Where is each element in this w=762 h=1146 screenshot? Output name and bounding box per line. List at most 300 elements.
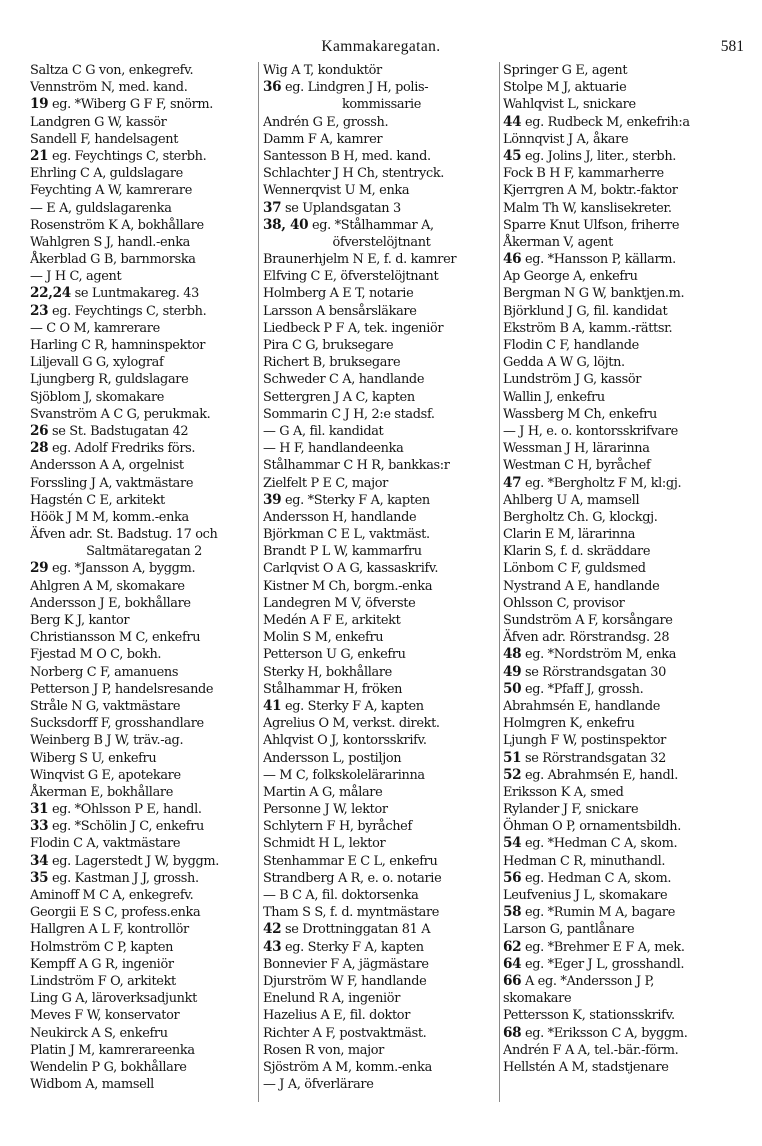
entry-text: Hallgren A L F, kontrollör [30, 922, 189, 938]
entry-text: Aminoff M C A, enkegrefv. [30, 888, 194, 903]
house-number: 58 [503, 904, 522, 921]
entry-text: Wessman J H, lärarinna [503, 441, 650, 457]
entry-text: eg. *Rumin M A, bagare [521, 905, 676, 921]
directory-entry [263, 354, 500, 371]
directory-entry [503, 595, 747, 612]
entry-text: eg. Lagerstedt J W, byggm. [48, 853, 219, 869]
entry-text: Åkerman E, bokhållare [30, 784, 174, 800]
directory-entry [263, 303, 500, 320]
directory-entry [263, 1025, 500, 1042]
entry-text: Leufvenius J L, skomakare [503, 888, 668, 903]
directory-entry [30, 303, 258, 320]
directory-entry [30, 268, 258, 285]
directory-entry [503, 715, 747, 732]
entry-text: Björklund J G, fil. kandidat [503, 303, 668, 319]
entry-text: Abrahmsén E, handlande [503, 698, 661, 714]
entry-text: eg. Abrahmsén E, handl. [521, 767, 678, 783]
entry-text: Ohlsson C, provisor [503, 595, 625, 611]
entry-text: Christiansson M C, enkefru [30, 630, 201, 646]
directory-entry [503, 320, 747, 337]
directory-entry [503, 423, 747, 440]
directory-entry [30, 182, 258, 199]
directory-entry [30, 251, 258, 268]
entry-text: eg. *Nordström M, enka [521, 647, 677, 663]
directory-entry [30, 664, 258, 681]
entry-text: Flodin C A, vaktmästare [30, 836, 181, 852]
directory-entry [263, 904, 500, 921]
directory-entry [30, 200, 258, 217]
directory-entry [30, 732, 258, 749]
entry-text: Molin S M, enkefru [263, 630, 384, 646]
directory-entry [503, 285, 747, 302]
directory-entry [263, 423, 500, 440]
directory-entry [30, 904, 258, 921]
directory-entry [30, 354, 258, 371]
directory-entry [503, 939, 747, 956]
running-head [0, 0, 762, 60]
entry-text: Vennström N, med. kand. [30, 80, 188, 96]
directory-entry [503, 853, 747, 870]
directory-entry [30, 973, 258, 990]
directory-entry [263, 715, 500, 732]
directory-entry [30, 406, 258, 423]
directory-entry [30, 853, 258, 870]
directory-entry [503, 543, 747, 560]
directory-entry [503, 251, 747, 268]
house-number: 50 [503, 680, 522, 697]
house-number: 64 [503, 955, 522, 972]
entry-text: Westman C H, byråchef [503, 458, 651, 474]
entry-text: Sandell F, handelsagent [30, 131, 179, 147]
entry-text: Settergren J A C, kapten [263, 389, 415, 405]
directory-entry [503, 96, 747, 113]
entry-text: — H F, handlandeenka [263, 441, 404, 457]
directory-entry [263, 939, 500, 956]
directory-entry [503, 560, 747, 577]
entry-text: Lundström J G, kassör [503, 372, 642, 388]
entry-text: Springer G E, agent [503, 63, 628, 78]
entry-text: eg. *Pfaff J, grossh. [521, 681, 644, 697]
entry-text: se Rörstrandsgatan 32 [521, 750, 667, 766]
directory-entry [30, 990, 258, 1007]
entry-text: Fjestad M O C, bokh. [30, 647, 162, 663]
entry-text: Höök J M M, komm.-enka [30, 509, 189, 525]
entry-text: Öhman O P, ornamentsbildh. [503, 819, 682, 835]
directory-entry [263, 612, 500, 629]
entry-text: Andersson A A, orgelnist [30, 458, 184, 474]
entry-text: eg. *Hansson P, källarm. [521, 252, 676, 268]
directory-entry [263, 131, 500, 148]
entry-text: Andersson J E, bokhållare [30, 595, 191, 611]
entry-text: eg. *Stålhammar A, [308, 217, 434, 233]
directory-entry [30, 595, 258, 612]
directory-entry [30, 715, 258, 732]
directory-entry [263, 646, 500, 663]
directory-entry [30, 320, 258, 337]
entry-text: Richert B, bruksegare [263, 355, 401, 371]
entry-text: Holmberg A E T, notarie [263, 286, 414, 302]
entry-text: Stråle N G, vaktmästare [30, 698, 181, 714]
directory-entry [30, 475, 258, 492]
entry-text: Ljungberg R, guldslagare [30, 372, 189, 388]
directory-entry [263, 406, 500, 423]
entry-text: Wennerqvist U M, enka [263, 183, 410, 199]
house-number: 54 [503, 835, 522, 852]
directory-entry [263, 595, 500, 612]
house-number: 46 [503, 251, 522, 268]
directory-entry [503, 750, 747, 767]
entry-text: se Uplandsgatan 3 [281, 200, 401, 216]
entry-text: Stålhammar H, fröken [263, 681, 403, 697]
house-number: 23 [30, 302, 49, 319]
directory-entry [503, 818, 747, 835]
directory-entry [263, 337, 500, 354]
directory-entry [263, 956, 500, 973]
directory-entry [263, 784, 500, 801]
entry-text: Georgii E S C, profess.enka [30, 905, 201, 921]
directory-entry [30, 62, 258, 79]
directory-entry [263, 801, 500, 818]
entry-text: Ahlqvist O J, kontorsskrifv. [263, 733, 427, 749]
directory-entry [263, 62, 500, 79]
directory-entry [263, 921, 500, 938]
directory-entry [263, 973, 500, 990]
directory-entry [503, 664, 747, 681]
directory-entry [263, 835, 500, 852]
directory-entry [263, 475, 500, 492]
entry-text: Neukirck A S, enkefru [30, 1025, 168, 1041]
entry-text: Gedda A W G, löjtn. [503, 355, 625, 371]
entry-text: se Luntmakareg. 43 [70, 286, 200, 302]
page-number: 581 [720, 38, 744, 55]
column-2 [263, 62, 500, 1146]
directory-entry [263, 182, 500, 199]
directory-entry [263, 560, 500, 577]
entry-text: Petterson U G, enkefru [263, 647, 406, 663]
entry-text: Platin J M, kamrerareenka [30, 1042, 195, 1058]
directory-entry [30, 560, 258, 577]
entry-text: Hedman C R, minuthandl. [503, 853, 666, 869]
directory-entry [30, 114, 258, 131]
entry-text: Ekström B A, kamm.-rättsr. [503, 320, 673, 336]
column-divider [499, 62, 500, 1102]
directory-entry [503, 887, 747, 904]
entry-text: Äfven adr. Rörstrandsg. 28 [503, 630, 670, 646]
entry-text: Larson G, pantlånare [503, 922, 635, 938]
directory-entry [503, 732, 747, 749]
entry-text: Damm F A, kamrer [263, 131, 383, 147]
entry-text: eg. Sterky F A, kapten [281, 939, 424, 955]
directory-entry [263, 440, 500, 457]
directory-entry [263, 371, 500, 388]
directory-entry [263, 285, 500, 302]
house-number: 56 [503, 869, 522, 886]
entry-text: — C O M, kamrerare [30, 320, 160, 336]
entry-text: eg. *Brehmer E F A, mek. [521, 939, 685, 955]
entry-text: Pira C G, bruksegare [263, 338, 394, 353]
directory-entry [263, 629, 500, 646]
directory-entry [30, 543, 258, 560]
entry-text: eg. Kastman J J, grossh. [48, 870, 199, 886]
directory-entry [263, 457, 500, 474]
house-number: 21 [30, 147, 49, 164]
entry-text: Clarin E M, lärarinna [503, 527, 636, 543]
directory-entry [30, 767, 258, 784]
entry-text: Holmgren K, enkefru [503, 716, 635, 732]
entry-text: — E A, guldslagarenka [30, 200, 172, 216]
directory-entry [30, 1042, 258, 1059]
directory-entry [503, 1042, 747, 1059]
entry-text: eg. Jolins J, liter., sterbh. [521, 148, 677, 164]
entry-text: Hazelius A E, fil. doktor [263, 1008, 411, 1024]
directory-entry [503, 406, 747, 423]
directory-entry [30, 612, 258, 629]
directory-entry [263, 96, 500, 113]
directory-entry [263, 251, 500, 268]
directory-entry [30, 1007, 258, 1024]
directory-entry [30, 148, 258, 165]
entry-text: Strandberg A R, e. o. notarie [263, 870, 442, 886]
directory-entry [30, 285, 258, 302]
entry-text: Hagstén C E, arkitekt [30, 492, 165, 508]
house-number: 47 [503, 474, 522, 491]
entry-text: Kistner M Ch, borgm.-enka [263, 578, 433, 594]
directory-entry [263, 320, 500, 337]
entry-text: Hellstén A M, stadstjenare [503, 1059, 669, 1075]
entry-text: Sundström A F, korsångare [503, 613, 673, 628]
entry-text: Richter A F, postvaktmäst. [263, 1025, 427, 1041]
entry-text: Eriksson K A, smed [503, 784, 624, 800]
directory-entry [263, 114, 500, 131]
directory-entry [263, 492, 500, 509]
directory-entry [503, 784, 747, 801]
directory-entry [263, 750, 500, 767]
entry-text: eg. *Jansson A, byggm. [48, 561, 196, 577]
house-number: 38, 40 [263, 216, 309, 233]
entry-text: — J H, e. o. kontorsskrifvare [503, 423, 678, 439]
directory-entry [263, 148, 500, 165]
directory-entry [30, 526, 258, 543]
directory-entry [263, 389, 500, 406]
house-number: 29 [30, 560, 49, 577]
entry-text: Stolpe M J, aktuarie [503, 80, 627, 96]
entry-text: Wahlqvist L, snickare [503, 97, 636, 113]
directory-entry [503, 1025, 747, 1042]
entry-text: Ap George A, enkefru [503, 269, 638, 285]
entry-text: Ahlgren A M, skomakare [30, 578, 185, 594]
house-number: 51 [503, 749, 522, 766]
directory-entry [30, 79, 258, 96]
entry-text: Harling C R, hamninspektor [30, 338, 206, 353]
directory-entry [30, 96, 258, 113]
entry-text: — G A, fil. kandidat [263, 423, 384, 439]
entry-text: Santesson B H, med. kand. [263, 148, 431, 164]
entry-text: Svanström A C G, perukmak. [30, 406, 211, 422]
entry-text: Andrén G E, grossh. [263, 114, 389, 130]
entry-text: A eg. *Andersson J P, [521, 973, 655, 989]
directory-entry [30, 165, 258, 182]
directory-entry [30, 423, 258, 440]
directory-entry [263, 1007, 500, 1024]
entry-text: Meves F W, konservator [30, 1008, 180, 1024]
entry-text: Rosenström K A, bokhållare [30, 217, 204, 233]
directory-entry [503, 646, 747, 663]
entry-text: — J H C, agent [30, 269, 122, 285]
directory-entry [263, 79, 500, 96]
directory-entry [263, 543, 500, 560]
entry-text: öfverstelöjtnant [332, 234, 431, 250]
directory-entry [30, 1025, 258, 1042]
entry-text: Kjerrgren A M, boktr.-faktor [503, 183, 678, 199]
directory-entry [503, 337, 747, 354]
directory-entry [30, 646, 258, 663]
entry-text: Rylander J F, snickare [503, 802, 639, 818]
house-number: 49 [503, 663, 522, 680]
entry-text: Sjöblom J, skomakare [30, 389, 165, 405]
directory-entry [503, 371, 747, 388]
house-number: 39 [263, 491, 282, 508]
house-number: 28 [30, 440, 49, 457]
directory-entry [263, 1076, 500, 1093]
entry-text: Feychting A W, kamrerare [30, 183, 192, 199]
directory-entry [503, 526, 747, 543]
directory-entry [30, 887, 258, 904]
directory-entry [263, 1042, 500, 1059]
directory-entry [263, 698, 500, 715]
entry-text: Sjöström A M, komm.-enka [263, 1059, 432, 1075]
entry-text: Ling G A, läroverksadjunkt [30, 991, 197, 1007]
directory-entry [30, 371, 258, 388]
entry-text: Schweder C A, handlande [263, 372, 425, 388]
directory-entry [503, 956, 747, 973]
entry-text: eg. *Eger J L, grosshandl. [521, 956, 685, 972]
directory-entry [30, 956, 258, 973]
entry-text: se St. Badstugatan 42 [48, 423, 189, 439]
entry-text: Lönbom C F, guldsmed [503, 561, 646, 577]
directory-entry [30, 818, 258, 835]
directory-entry [503, 475, 747, 492]
entry-text: eg. Sterky F A, kapten [281, 698, 424, 714]
entry-text: Wiberg S U, enkefru [30, 750, 157, 766]
entry-text: Bergman N G W, banktjen.m. [503, 286, 685, 302]
house-number: 44 [503, 113, 522, 130]
entry-text: Äfven adr. St. Badstug. 17 och [30, 527, 218, 543]
entry-text: Andrén F A A, tel.-bär.-förm. [503, 1042, 679, 1058]
directory-entry [503, 492, 747, 509]
entry-text: se Drottninggatan 81 A [281, 922, 431, 938]
directory-entry [503, 114, 747, 131]
entry-text: Lönnqvist J A, åkare [503, 131, 629, 147]
directory-entry [30, 681, 258, 698]
directory-entry [503, 1059, 747, 1076]
directory-entry [503, 698, 747, 715]
entry-text: eg. Feychtings C, sterbh. [48, 303, 207, 319]
directory-entry [503, 612, 747, 629]
directory-entry [30, 1076, 258, 1093]
entry-text: skomakare [503, 991, 572, 1007]
entry-text: Wahlgren S J, handl.-enka [30, 234, 191, 250]
directory-entry [503, 62, 747, 79]
entry-text: Ahlberg U A, mamsell [503, 492, 640, 508]
directory-entry [30, 509, 258, 526]
directory-entry [30, 578, 258, 595]
directory-entry [263, 509, 500, 526]
directory-entry [30, 131, 258, 148]
entry-text: Medén A F E, arkitekt [263, 613, 401, 628]
house-number: 35 [30, 869, 49, 886]
entry-text: eg. *Eriksson C A, byggm. [521, 1025, 688, 1041]
directory-entry [30, 337, 258, 354]
entry-text: Åkerblad G B, barnmorska [30, 252, 196, 268]
entry-text: Schmidt H L, lektor [263, 836, 386, 852]
directory-entry [30, 492, 258, 509]
directory-entry [263, 1059, 500, 1076]
entry-text: eg. *Sterky F A, kapten [281, 492, 430, 508]
directory-entry [503, 440, 747, 457]
directory-entry [263, 887, 500, 904]
entry-text: Schlachter J H Ch, stentryck. [263, 166, 445, 182]
entry-text: Andersson L, postiljon [263, 750, 402, 766]
house-number: 42 [263, 921, 282, 938]
entry-text: eg. *Ohlsson P E, handl. [48, 802, 202, 818]
directory-entry [30, 389, 258, 406]
entry-text: eg. Lindgren J H, polis- [281, 80, 429, 96]
entry-text: Wendelin P G, bokhållare [30, 1059, 187, 1075]
entry-text: Lindström F O, arkitekt [30, 973, 176, 989]
entry-text: Andersson H, handlande [263, 509, 417, 525]
entry-text: Agrelius O M, verkst. direkt. [263, 716, 440, 732]
directory-entry [503, 973, 747, 990]
directory-entry [30, 217, 258, 234]
house-number: 52 [503, 766, 522, 783]
directory-entry [503, 509, 747, 526]
entry-text: Djurström W F, handlande [263, 973, 427, 989]
entry-text: Winqvist G E, apotekare [30, 767, 181, 783]
directory-entry [263, 217, 500, 234]
entry-text: Tham S S, f. d. myntmästare [263, 905, 440, 921]
entry-text: Landegren M V, öfverste [263, 595, 416, 611]
directory-entry [503, 629, 747, 646]
entry-text: Forssling J A, vaktmästare [30, 475, 194, 491]
house-number: 36 [263, 79, 282, 96]
directory-entry [30, 750, 258, 767]
entry-text: Stålhammar C H R, bankkas:r [263, 458, 450, 474]
entry-text: Petterson J P, handelsresande [30, 681, 214, 697]
entry-text: Schlytern F H, byråchef [263, 819, 412, 835]
page-title: Kammakaregatan. [321, 38, 441, 55]
entry-text: Widbom A, mamsell [30, 1077, 154, 1093]
house-number: 43 [263, 938, 282, 955]
house-number: 22,24 [30, 285, 71, 302]
entry-text: eg. Feychtings C, sterbh. [48, 148, 207, 164]
directory-entry [263, 526, 500, 543]
entry-text: Stenhammar E C L, enkefru [263, 853, 438, 869]
entry-text: eg. Rudbeck M, enkefrih:a [521, 114, 690, 130]
directory-entry [503, 200, 747, 217]
house-number: 45 [503, 147, 522, 164]
entry-text: eg. *Hedman C A, skom. [521, 836, 678, 852]
entry-text: Kempff A G R, ingeniör [30, 956, 174, 972]
directory-entry [263, 681, 500, 698]
entry-text: Ehrling C A, guldslagare [30, 166, 183, 182]
entry-text: Elfving C E, öfverstelöjtnant [263, 269, 439, 285]
house-number: 48 [503, 646, 522, 663]
entry-text: Saltza C G von, enkegrefv. [30, 63, 194, 78]
entry-text: eg. *Wiberg G F F, snörm. [48, 97, 214, 113]
entry-text: Bergholtz Ch. G, klockgj. [503, 509, 658, 525]
entry-text: Landgren G W, kassör [30, 114, 167, 130]
directory-entry [503, 990, 747, 1007]
